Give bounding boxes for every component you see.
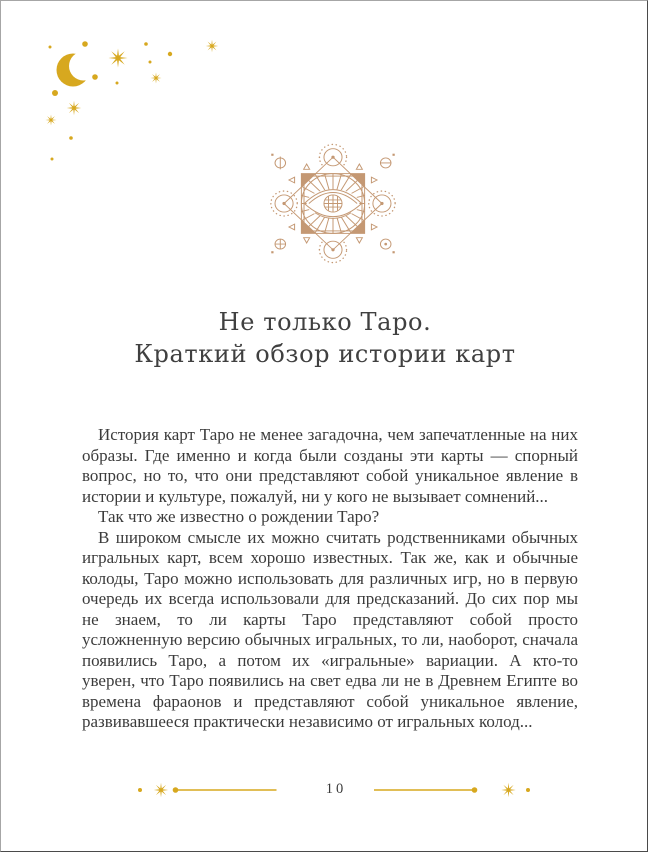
chapter-title-line2: Краткий обзор истории карт — [134, 340, 516, 368]
page-number: 10 — [325, 781, 347, 797]
mystic-eye-emblem-icon — [269, 143, 397, 264]
paragraph-1: История карт Таро не менее загадочна, чем запечатленные на них образы. Где именно и когда были созданы эти карты — спорный вопрос, но то, что они представляют собой уникальное явление в истории и культуре, пожалуй, ни у кого не вызывает сомнений... — [82, 425, 578, 506]
circled-dot-icon — [380, 239, 391, 249]
chapter-title-line1: Не только Таро. — [218, 308, 432, 336]
theta-glyph-icon — [380, 158, 391, 168]
body-text — [82, 425, 578, 733]
chapter-title — [8, 306, 642, 370]
crescent-moon-icon — [57, 52, 99, 87]
paragraph-3: В широком смысле их можно считать родственниками обычных игральных карт, всем хорошо известных. Так же, как и обычные колоды, Таро можно использовать для различных игр, но в первую очередь их всегда использовали для предсказаний. До сих пор мы не знаем, то ли карты Таро представляют собой просто усложненную версию обычных игральных, то ли, наоборот, сначала появились Таро, а потом их «игральные» вариации. А кто-то уверен, что Таро появились на свет едва ли не в Древнем Египте во времена фараонов и представляют собой уникальное явление, развивавшееся практически независимо от игральных колод... — [82, 527, 578, 731]
moon-stars-decoration — [36, 36, 236, 176]
phi-glyph-icon — [275, 157, 286, 170]
circled-plus-icon — [275, 239, 286, 249]
paragraph-2: Так что же известно о рождении Таро? — [98, 507, 380, 526]
